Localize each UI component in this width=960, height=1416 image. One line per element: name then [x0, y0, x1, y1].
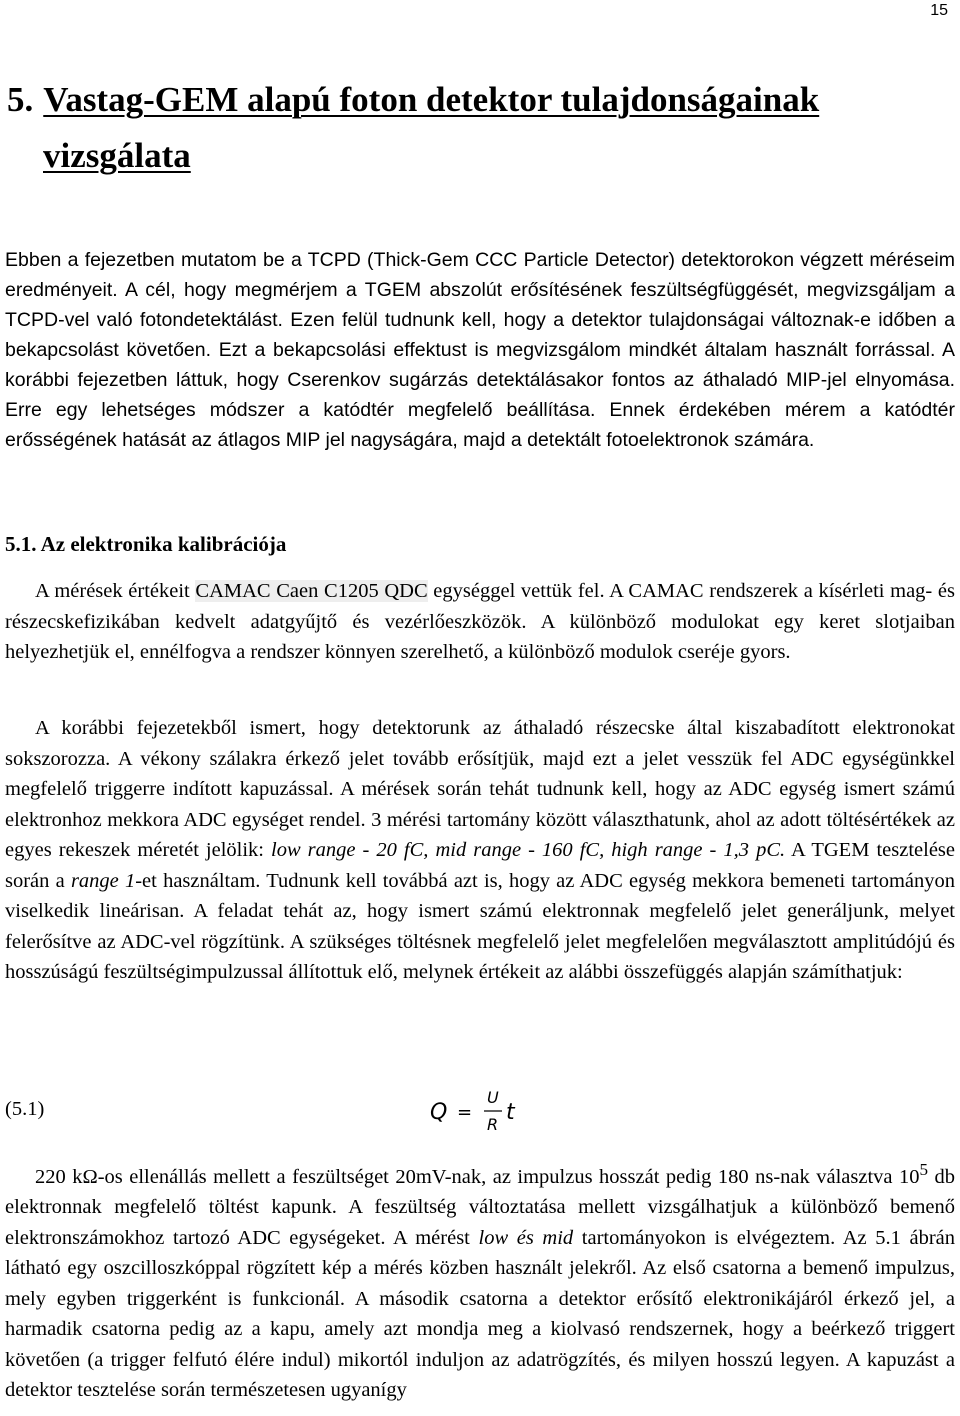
calibration-text-3: -et használtam. Tudnunk kell továbbá azt is, hogy az ADC egység mekkora bemeneti tartományon viselkedik lineárisan. A feladat tehát az, hogy ismert számú elektronnak megfelelő jelet generáljunk, melyet felerősítve az ADC-vel rögzítünk. A szükséges töltésnek megfelelő jelet megfelelően megválasztott amplitúdójú és hosszúságú feszültségimpulzussal állítottuk elő, melynek értékeit az alábbi összefüggés alapján számíthatjuk: — [5, 869, 955, 983]
qdc-highlight: CAMAC Caen C1205 QDC — [195, 580, 428, 602]
low-mid-italic: low és mid — [478, 1226, 574, 1249]
equation-numerator: U — [487, 1088, 499, 1107]
equation-equals: = — [457, 1102, 473, 1123]
measurement-text-2: db elektronnak megfelelő töltést kapunk. A feszültség változtatása mellett vizsgálhatjuk a különböző bemenő elektronszámokhoz tartozó ADC egységeket. A mérést — [5, 1165, 956, 1249]
equation-factor: t — [506, 1100, 515, 1125]
charge-equation — [430, 1084, 530, 1140]
section-heading: 5.1. Az elektronika kalibrációja — [5, 532, 287, 556]
calibration-text-1: A korábbi fejezetekből ismert, hogy detektorunk az áthaladó részecske által kiszabadított elektronokat sokszorozza. A vékony szálakra érkező jelet tovább erősítjük, majd ezt a jelet vesszük fel ADC egységünkkel megfelelő triggerre indított kapuzással. A mérések során tehát tudnunk kell, hogy az ADC egység ismert számú elektronhoz mekkora ADC egységet rendel. 3 mérési tartomány között választhatunk, ahol az adott töltésértékek az egyes rekeszek méretét jelölik: — [5, 717, 955, 861]
equation-label: (5.1) — [5, 1098, 45, 1120]
camac-text-before: A mérések értékeit — [35, 580, 196, 602]
chapter-heading — [7, 72, 907, 184]
ranges-italic: low range - 20 fC, mid range - 160 fC, high range - 1,3 pC. — [271, 839, 786, 861]
measurement-paragraph — [5, 1155, 955, 1406]
chapter-title-line2: vizsgálata — [43, 136, 191, 175]
chapter-title-line1: Vastag-GEM alapú foton detektor tulajdonságainak — [43, 80, 820, 119]
measurement-text-3: tartományokon is elvégeztem. Az 5.1 ábrán látható egy oszcilloszkóppal rögzített kép a mérés közben használt jelekről. Az első csatorna a bemenő impulzus, mely egyben triggerként is funkcionál. A második csatorna a detektor erősítő elektronikájáról érkező jel, a harmadik csatorna pedig az a kapu, amely azt mondja meg a kiolvasó rendszernek, hogy a beérkező triggert követően (a trigger felfutó élére indul) mikortól induljon az adatrögzítés, és milyen hosszú legyen. A kapuzást a detektor tesztelése során természetesen ugyanígy — [5, 1226, 955, 1402]
measurement-text-1: 220 kΩ-os ellenállás mellett a feszültséget 20mV-nak, az impulzus hosszát pedig 180 ns-nak választva 10 — [35, 1165, 920, 1188]
equation-denominator: R — [487, 1115, 499, 1134]
intro-paragraph: Ebben a fejezetben mutatom be a TCPD (Thick-Gem CCC Particle Detector) detektorokon végzett méréseim eredményeit. A cél, hogy megmérjem a TGEM abszolút erősítésének feszültségfüggését, megvizsgáljam a TCPD-vel való fotondetektálást. Ezen felül tudnunk kell, hogy a detektor tulajdonságai változnak-e időben a bekapcsolást követően. Ezt a bekapcsolási effektust is megvizsgálom mindkét általam használt forrással. A korábbi fejezetben láttuk, hogy Cserenkov sugárzás detektálásakor fontos az áthaladó MIP-jel elnyomása. Erre egy lehetséges módszer a katódtér megfelelő beállítása. Ennek érdekében mérem a katódtér erősségének hatását az átlagos MIP jel nagyságára, majd a detektált fotoelektronok számára. — [5, 249, 955, 451]
camac-text-after: egységgel vettük fel. A CAMAC rendszerek a kísérleti mag- és részecskefizikában kedvelt adatgyűjtő és vezérlőeszközök. A különböző modulokat egy keret slotjaiban helyezhetjük el, ennélfogva a rendszer könnyen szerelhető, a különböző modulok cseréje gyors. — [5, 580, 955, 663]
equation-lhs: Q — [430, 1100, 448, 1125]
range1-italic: range 1 — [70, 869, 136, 892]
calibration-paragraph — [5, 713, 955, 988]
chapter-number: 5. — [7, 80, 34, 119]
equation-row — [5, 1084, 945, 1140]
calibration-text-2: A TGEM tesztelése során a — [5, 839, 955, 892]
camac-paragraph — [5, 576, 955, 668]
exponent: 5 — [919, 1160, 929, 1179]
page-number: 15 — [930, 2, 948, 19]
